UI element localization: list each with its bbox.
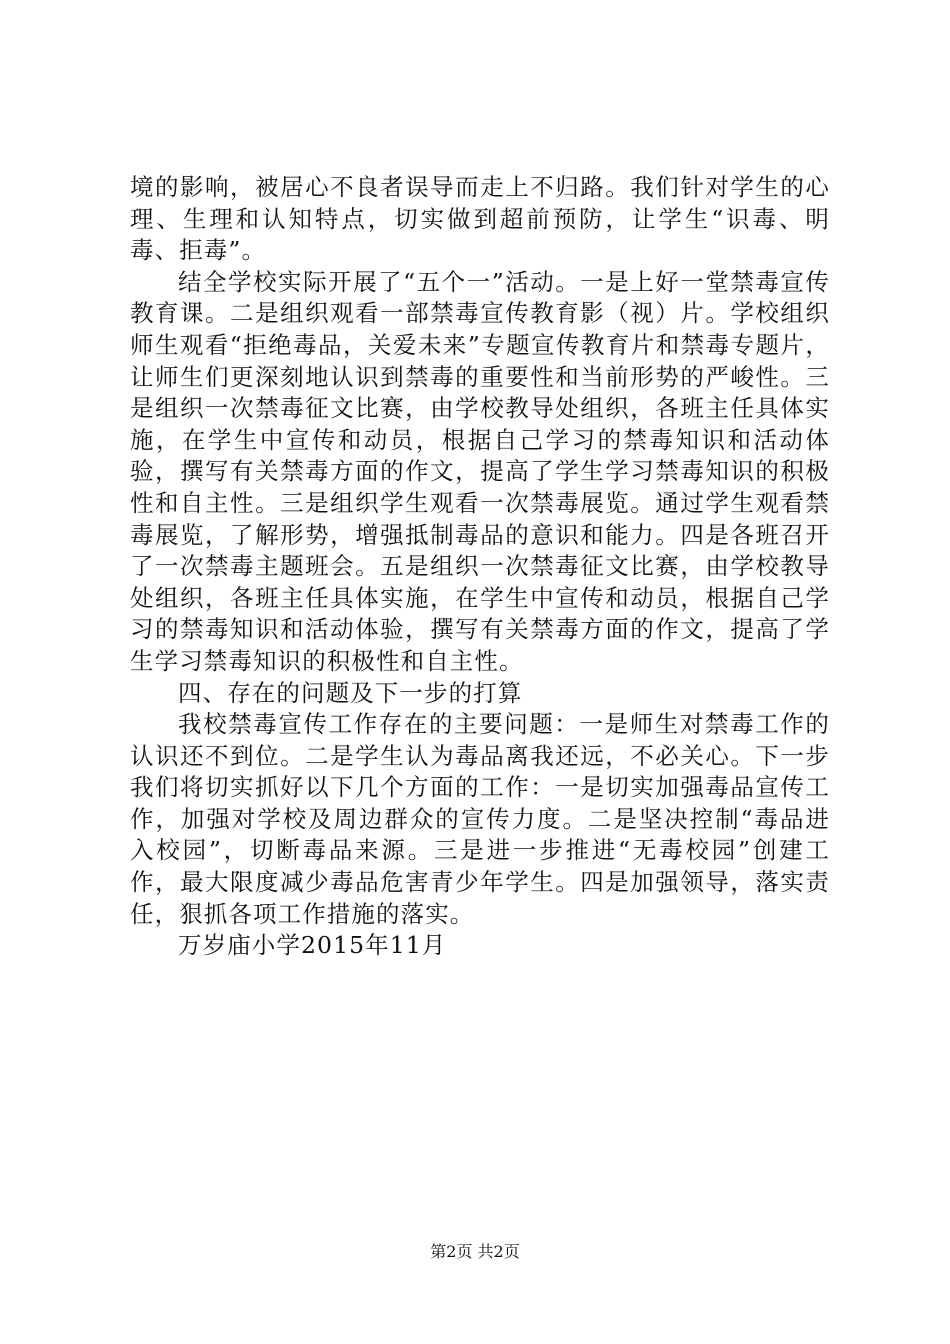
signature-date-line: 万岁庙小学2015年11月 — [178, 931, 447, 960]
paragraph-problems-next-steps: 我校禁毒宣传工作存在的主要问题：一是师生对禁毒工作的认识还不到位。二是学生认为毒品离我还远，不必关心。下一步我们将切实抓好以下几个方面的工作：一是切实加强毒品宣传工作，加强对学校及周边群众的宣传力度。二是坚决控制“毒品进入校园”，切断毒品来源。三是进一步推进“无毒校园”创建工作，最大限度减少毒品危害青少年学生。四是加强领导，落实责任，狠抓各项工作措施的落实。 — [130, 710, 830, 928]
paragraph-continuation: 境的影响，被居心不良者误导而走上不归路。我们针对学生的心理、生理和认知特点，切实做到超前预防，让学生“识毒、明毒、拒毒”。 — [130, 173, 830, 265]
document-body — [130, 172, 830, 962]
paragraph-five-activities: 结全学校实际开展了“五个一”活动。一是上好一堂禁毒宣传教育课。二是组织观看一部禁毒宣传教育影（视）片。学校组织师生观看“拒绝毒品，关爱未来”专题宣传教育片和禁毒专题片，让师生们更深刻地认识到禁毒的重要性和当前形势的严峻性。三是组织一次禁毒征文比赛，由学校教导处组织，各班主任具体实施，在学生中宣传和动员，根据自己学习的禁毒知识和活动体验，撰写有关禁毒方面的作文，提高了学生学习禁毒知识的积极性和自主性。三是组织学生观看一次禁毒展览。通过学生观看禁毒展览，了解形势，增强抵制毒品的意识和能力。四是各班召开了一次禁毒主题班会。五是组织一次禁毒征文比赛，由学校教导处组织，各班主任具体实施，在学生中宣传和动员，根据自己学习的禁毒知识和活动体验，撰写有关禁毒方面的作文，提高了学生学习禁毒知识的积极性和自主性。 — [130, 267, 830, 675]
page-number-footer: 第2页 共2页 — [430, 1242, 520, 1261]
section-heading-problems: 四、存在的问题及下一步的打算 — [178, 678, 523, 707]
